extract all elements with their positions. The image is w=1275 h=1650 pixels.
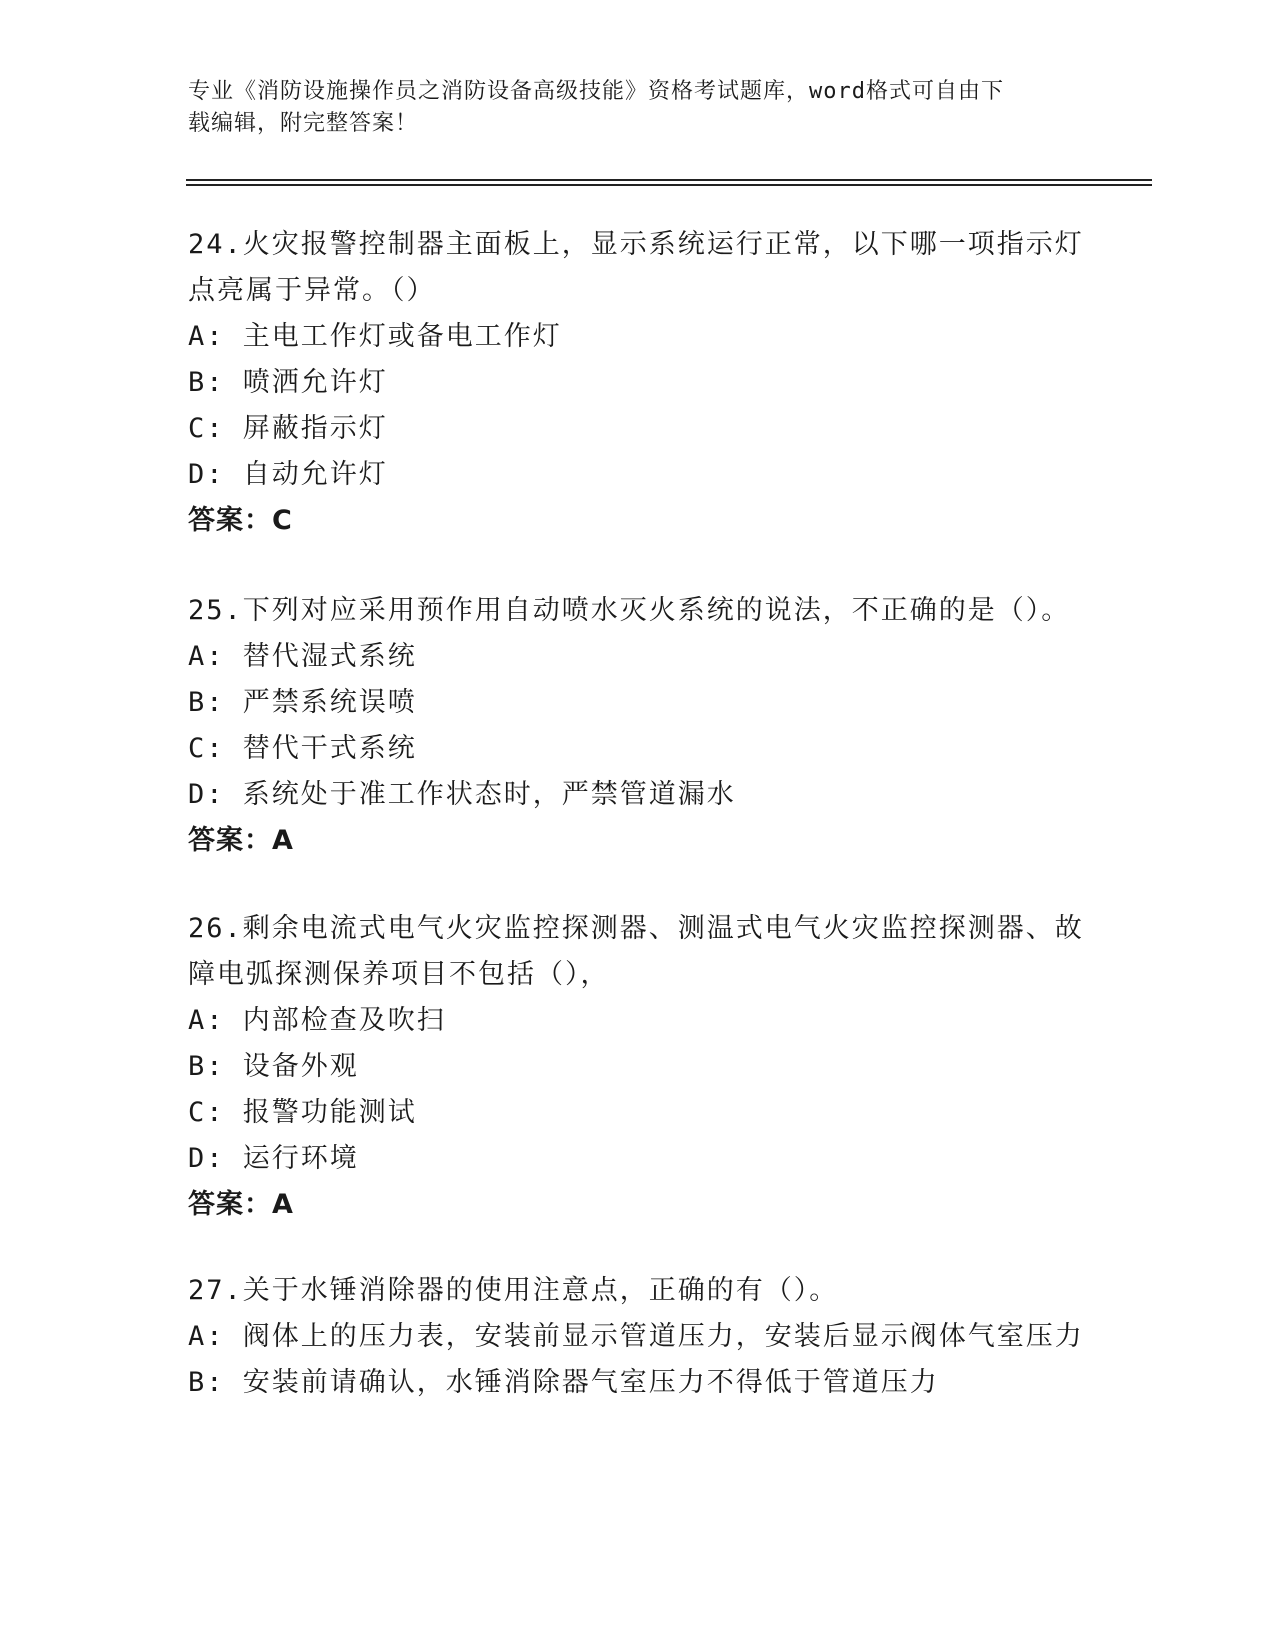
option-b: B: 喷洒允许灯 (188, 367, 388, 398)
question-27 (188, 1268, 1088, 1406)
option-b: B: 设备外观 (188, 1051, 359, 1082)
question-stem: 26.剩余电流式电气火灾监控探测器、测温式电气火灾监控探测器、故 (188, 913, 1084, 944)
option-c: C: 报警功能测试 (188, 1097, 417, 1128)
answer-label: 答案：A (188, 1189, 294, 1220)
header-divider-top (186, 179, 1152, 181)
option-b: B: 严禁系统误喷 (188, 687, 417, 718)
option-d: D: 系统处于准工作状态时，严禁管道漏水 (188, 779, 736, 810)
option-a: A: 阀体上的压力表，安装前显示管道压力，安装后显示阀体气室压力 (188, 1321, 1084, 1352)
question-stem: 25.下列对应采用预作用自动喷水灭火系统的说法，不正确的是（）。 (188, 595, 1071, 626)
document-header (188, 76, 1068, 140)
answer-label: 答案：A (188, 825, 294, 856)
option-d: D: 运行环境 (188, 1143, 359, 1174)
option-a: A: 替代湿式系统 (188, 641, 417, 672)
answer-label: 答案：C (188, 505, 293, 536)
question-stem: 24.火灾报警控制器主面板上，显示系统运行正常，以下哪一项指示灯 (188, 229, 1084, 260)
question-stem-continued: 障电弧探测保养项目不包括（）， (188, 959, 610, 990)
option-c: C: 替代干式系统 (188, 733, 417, 764)
header-divider-bottom (186, 184, 1152, 186)
question-24 (188, 222, 1088, 544)
question-stem: 27.关于水锤消除器的使用注意点，正确的有（）。 (188, 1275, 839, 1306)
question-stem-continued: 点亮属于异常。（） (188, 275, 436, 306)
question-25 (188, 588, 1088, 864)
option-a: A: 主电工作灯或备电工作灯 (188, 321, 562, 352)
header-line-2: 载编辑，附完整答案！ (188, 111, 419, 136)
question-26 (188, 906, 1088, 1228)
header-line-1: 专业《消防设施操作员之消防设备高级技能》资格考试题库，word格式可自由下 (188, 79, 1004, 104)
option-d: D: 自动允许灯 (188, 459, 388, 490)
option-b: B: 安装前请确认，水锤消除器气室压力不得低于管道压力 (188, 1367, 939, 1398)
option-c: C: 屏蔽指示灯 (188, 413, 388, 444)
option-a: A: 内部检查及吹扫 (188, 1005, 446, 1036)
